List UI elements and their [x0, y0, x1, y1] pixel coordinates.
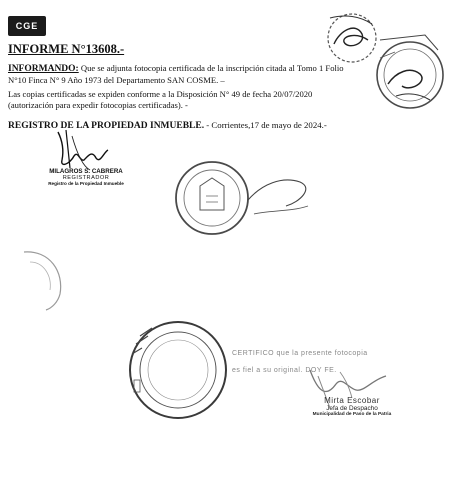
certification-text	[232, 345, 368, 379]
registrar-round-stamp	[377, 35, 443, 108]
report-heading: INFORME N°13608.-	[8, 42, 125, 56]
copias-paragraph: Las copias certificadas se expiden conforme a la Disposición N° 49 de fecha 20/07/2020 (autorización para expedir fotocopias certificadas). -	[8, 89, 313, 110]
registrar-office: Registro de la Propiedad Inmueble	[48, 181, 124, 186]
certification-line-2: es fiel a su original. DOY FE.	[232, 367, 337, 374]
municipal-signer-office: Municipalidad de Paso de la Patria	[312, 412, 392, 417]
municipal-signature-block	[302, 396, 402, 417]
registrar-name: MILAGROS S. CABRERA	[49, 168, 123, 175]
faint-partial-stamp	[24, 252, 61, 310]
municipal-signer-role: Jefa de Despacho	[326, 405, 378, 412]
logo-text: CGE	[15, 21, 39, 31]
registry-center-stamp	[176, 162, 308, 234]
registrar-role: REGISTRADOR	[62, 175, 110, 181]
registro-date: - Corrientes,17 de mayo de 2024.-	[204, 120, 327, 130]
informando-lead: INFORMANDO:	[8, 64, 79, 74]
municipal-stamp	[130, 322, 226, 418]
registrar-signature	[58, 130, 108, 170]
registro-bold: REGISTRO DE LA PROPIEDAD INMUEBLE.	[8, 121, 205, 131]
certification-line-1: CERTIFICO que la presente fotocopia	[232, 350, 368, 357]
top-seal-stamp	[328, 14, 376, 62]
informando-text: Que se adjunta fotocopia certificada de la inscripción citada al Tomo 1 Folio N°10 Finca N° 9 Año 1973 del Departamento SAN COSME. –	[8, 63, 344, 85]
municipal-signer-name: Mirta Escobar	[324, 396, 380, 405]
